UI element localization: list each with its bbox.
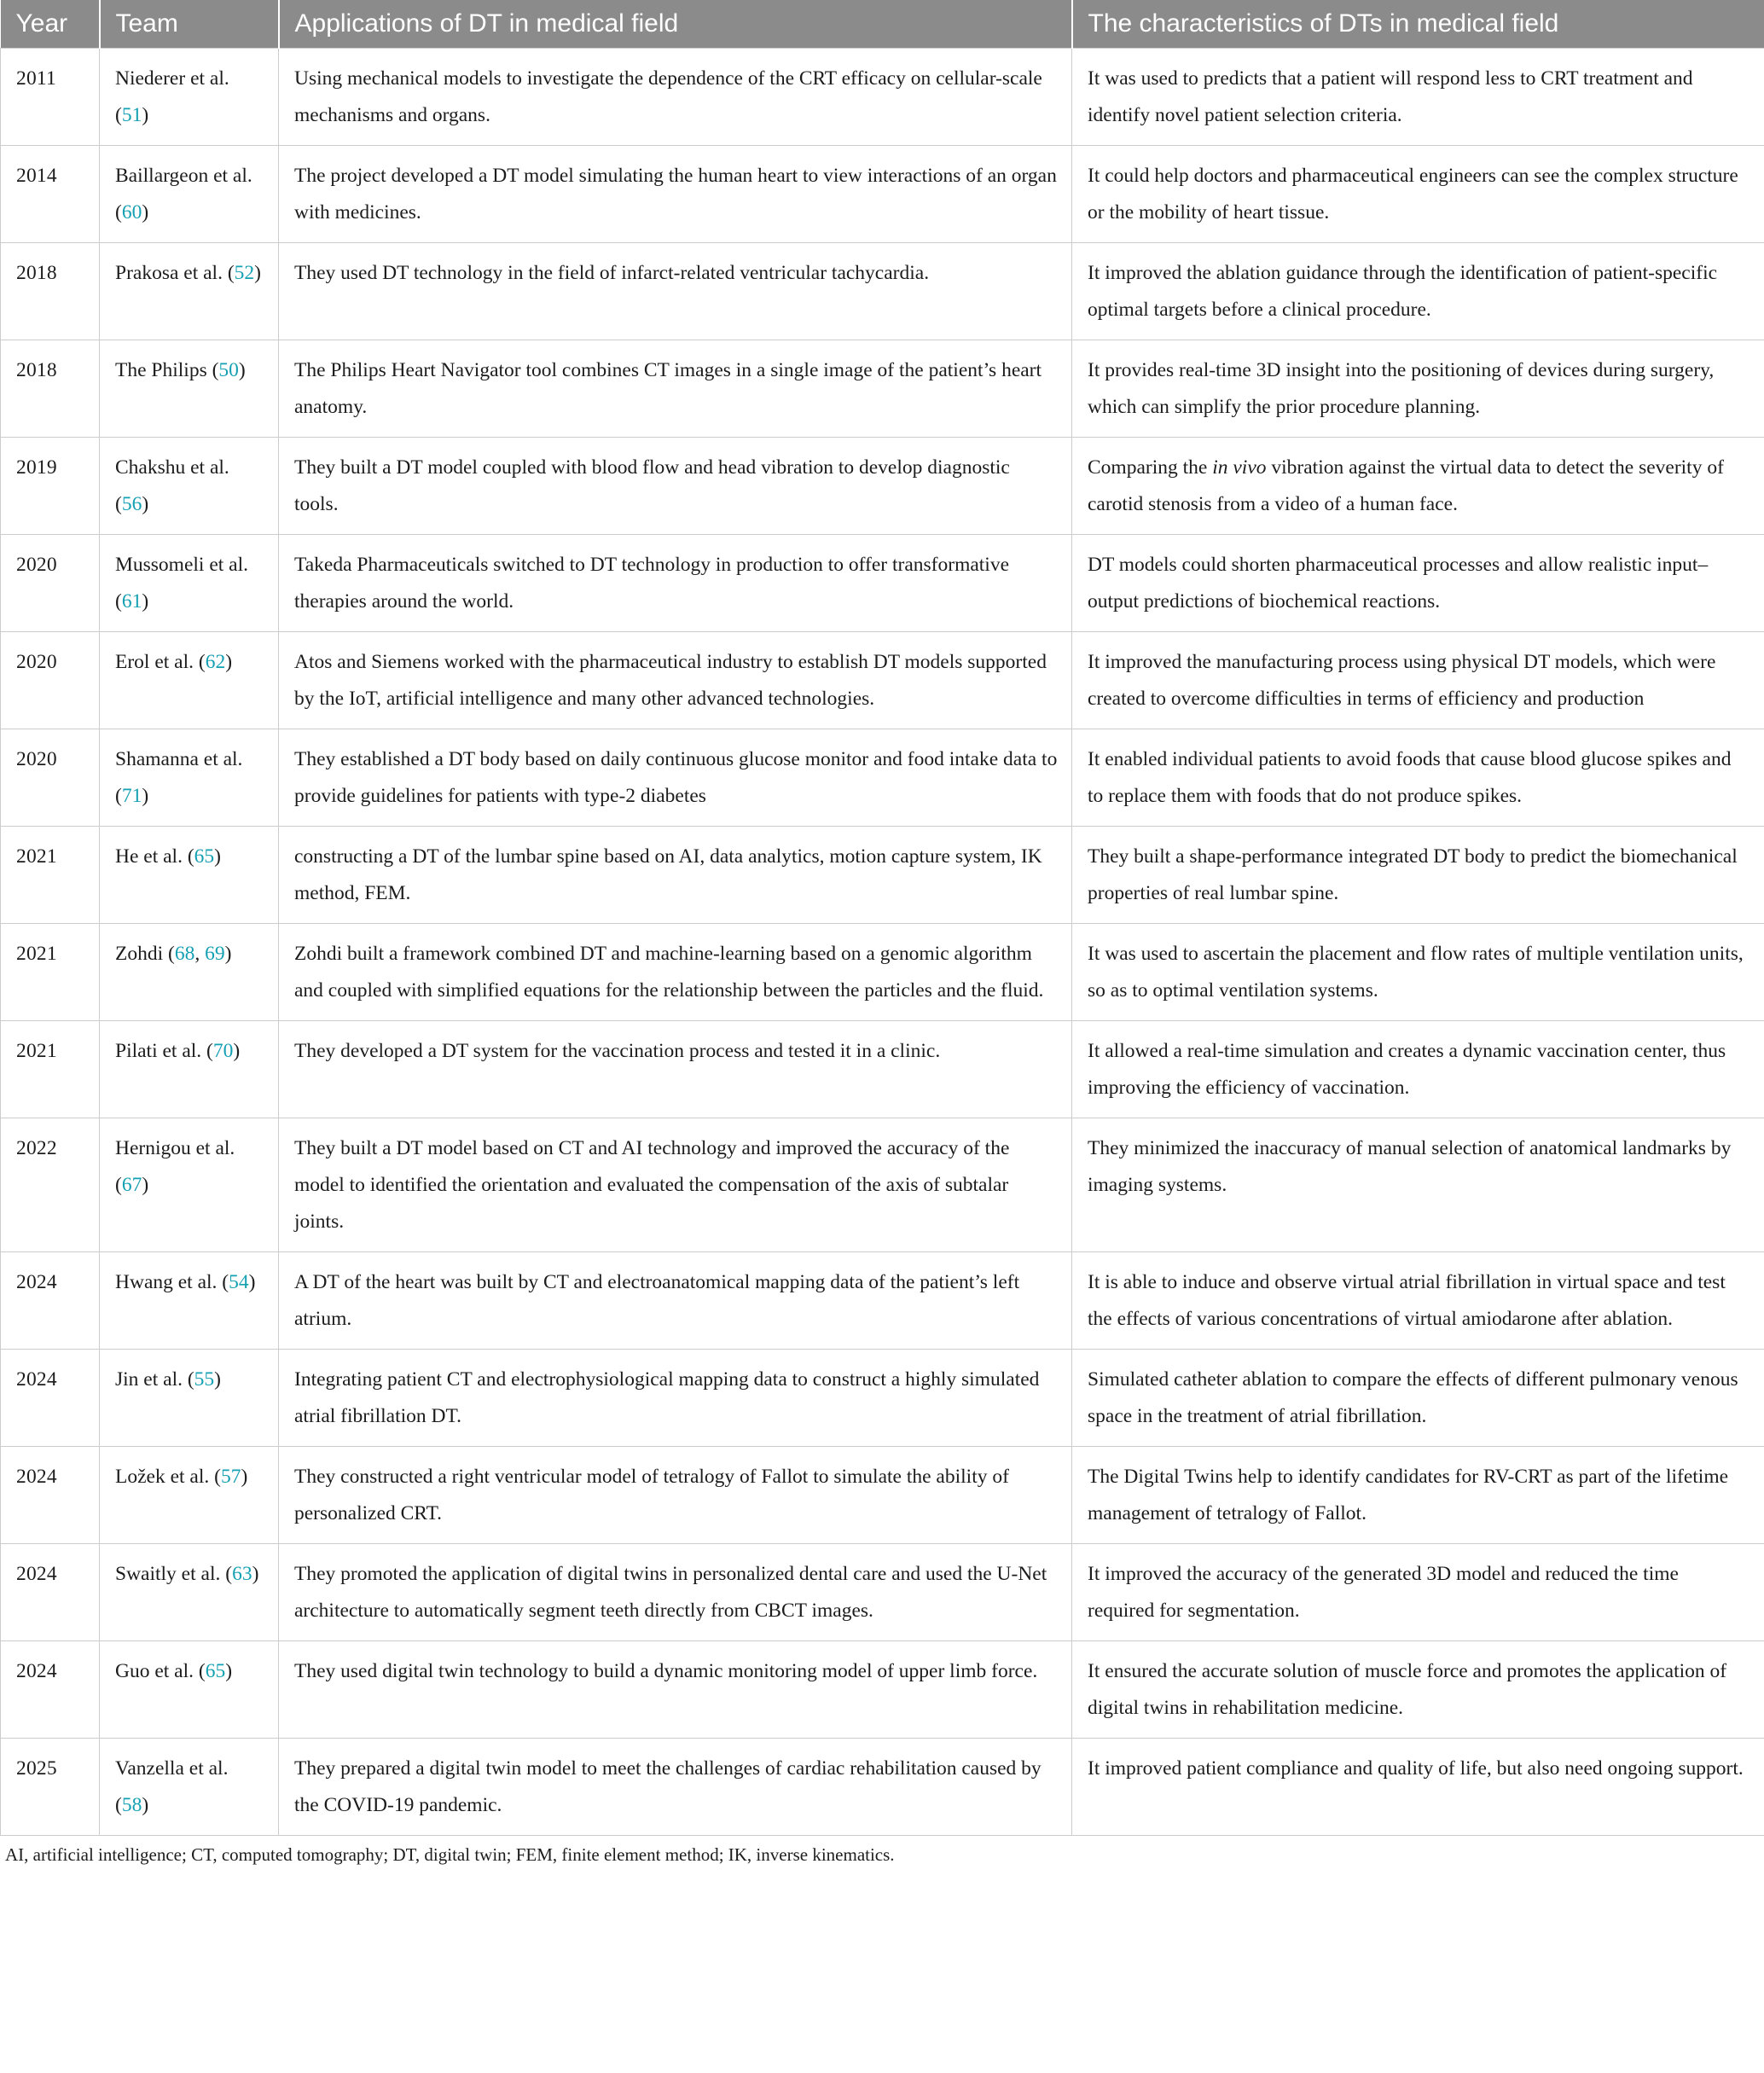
table-row bbox=[1, 535, 1764, 632]
citation-link[interactable]: 50 bbox=[218, 359, 239, 381]
application-cell: They built a DT model based on CT and AI technology and improved the accuracy of the model to identified the orientation and evaluated the compensation of the axis of subtalar joints. bbox=[279, 1118, 1072, 1252]
year-cell: 2024 bbox=[1, 1350, 100, 1447]
text-segment: Pilati et al. ( bbox=[115, 1040, 213, 1062]
characteristic-cell: DT models could shorten pharmaceutical processes and allow realistic input–output predictions of biochemical reactions. bbox=[1072, 535, 1764, 632]
table-row bbox=[1, 146, 1764, 243]
year-cell: 2021 bbox=[1, 924, 100, 1021]
table-row bbox=[1, 924, 1764, 1021]
characteristic-cell: It is able to induce and observe virtual atrial fibrillation in virtual space and test the effects of various concentrations of virtual amiodarone after ablation. bbox=[1072, 1252, 1764, 1350]
team-cell bbox=[100, 1641, 279, 1739]
year-cell: 2018 bbox=[1, 340, 100, 438]
text-segment: ) bbox=[142, 590, 149, 613]
application-cell: They established a DT body based on daily continuous glucose monitor and food intake data to provide guidelines for patients with type-2 diabetes bbox=[279, 729, 1072, 827]
characteristic-cell: Simulated catheter ablation to compare the effects of different pulmonary venous space in the treatment of atrial fibrillation. bbox=[1072, 1350, 1764, 1447]
citation-link[interactable]: 52 bbox=[234, 262, 255, 284]
text-segment: Hernigou et al. ( bbox=[115, 1137, 235, 1196]
text-segment: ) bbox=[142, 201, 149, 224]
team-cell bbox=[100, 243, 279, 340]
team-cell bbox=[100, 1739, 279, 1836]
citation-link[interactable]: 71 bbox=[121, 785, 142, 807]
application-cell: The project developed a DT model simulating the human heart to view interactions of an organ with medicines. bbox=[279, 146, 1072, 243]
characteristic-cell bbox=[1072, 438, 1764, 535]
year-cell: 2020 bbox=[1, 632, 100, 729]
citation-link[interactable]: 63 bbox=[232, 1563, 252, 1585]
table-row bbox=[1, 1350, 1764, 1447]
table-row bbox=[1, 729, 1764, 827]
application-cell: They used digital twin technology to build a dynamic monitoring model of upper limb force. bbox=[279, 1641, 1072, 1739]
team-cell bbox=[100, 1021, 279, 1118]
text-segment: ) bbox=[142, 104, 149, 126]
table-row bbox=[1, 1739, 1764, 1836]
citation-link[interactable]: 62 bbox=[205, 651, 226, 673]
team-cell bbox=[100, 340, 279, 438]
application-cell: The Philips Heart Navigator tool combines CT images in a single image of the patient’s heart anatomy. bbox=[279, 340, 1072, 438]
application-cell: Integrating patient CT and electrophysiological mapping data to construct a highly simulated atrial fibrillation DT. bbox=[279, 1350, 1072, 1447]
text-segment: ) bbox=[254, 262, 261, 284]
text-segment: Erol et al. ( bbox=[115, 651, 206, 673]
year-cell: 2014 bbox=[1, 146, 100, 243]
citation-link[interactable]: 55 bbox=[194, 1368, 215, 1391]
text-segment: in vivo bbox=[1212, 456, 1267, 479]
year-cell: 2020 bbox=[1, 535, 100, 632]
citation-link[interactable]: 69 bbox=[205, 943, 225, 965]
characteristic-cell: They minimized the inaccuracy of manual selection of anatomical landmarks by imaging systems. bbox=[1072, 1118, 1764, 1252]
characteristic-cell: It improved the manufacturing process using physical DT models, which were created to overcome difficulties in terms of efficiency and production bbox=[1072, 632, 1764, 729]
text-segment: Shamanna et al. ( bbox=[115, 748, 243, 807]
text-segment: Jin et al. ( bbox=[115, 1368, 194, 1391]
team-cell bbox=[100, 827, 279, 924]
table-footnote: AI, artificial intelligence; CT, computed tomography; DT, digital twin; FEM, finite element method; IK, inverse kinematics. bbox=[5, 1844, 895, 1865]
header-row bbox=[1, 0, 1764, 49]
citation-link[interactable]: 51 bbox=[121, 104, 142, 126]
citation-link[interactable]: 56 bbox=[121, 493, 142, 515]
year-cell: 2018 bbox=[1, 243, 100, 340]
team-cell bbox=[100, 924, 279, 1021]
column-header-team: Team bbox=[100, 0, 279, 49]
application-cell: A DT of the heart was built by CT and electroanatomical mapping data of the patient’s left atrium. bbox=[279, 1252, 1072, 1350]
text-segment: ) bbox=[214, 845, 221, 868]
text-segment: Hwang et al. ( bbox=[115, 1271, 229, 1293]
text-segment: ) bbox=[142, 785, 149, 807]
table-row bbox=[1, 438, 1764, 535]
team-cell bbox=[100, 1252, 279, 1350]
text-segment: ) bbox=[225, 1660, 233, 1682]
table-row bbox=[1, 827, 1764, 924]
application-cell: They prepared a digital twin model to meet the challenges of cardiac rehabilitation caused by the COVID-19 pandemic. bbox=[279, 1739, 1072, 1836]
team-cell bbox=[100, 729, 279, 827]
table-row bbox=[1, 1447, 1764, 1544]
text-segment: ) bbox=[241, 1466, 248, 1488]
table-row bbox=[1, 243, 1764, 340]
characteristic-cell: The Digital Twins help to identify candidates for RV-CRT as part of the lifetime management of tetralogy of Fallot. bbox=[1072, 1447, 1764, 1544]
text-segment: Swaitly et al. ( bbox=[115, 1563, 233, 1585]
characteristic-cell: It improved patient compliance and quality of life, but also need ongoing support. bbox=[1072, 1739, 1764, 1836]
year-cell: 2019 bbox=[1, 438, 100, 535]
table-row bbox=[1, 1252, 1764, 1350]
citation-link[interactable]: 54 bbox=[229, 1271, 249, 1293]
year-cell: 2011 bbox=[1, 49, 100, 146]
table-row bbox=[1, 1641, 1764, 1739]
characteristic-cell: They built a shape-performance integrated DT body to predict the biomechanical properties of real lumbar spine. bbox=[1072, 827, 1764, 924]
characteristic-cell: It could help doctors and pharmaceutical engineers can see the complex structure or the mobility of heart tissue. bbox=[1072, 146, 1764, 243]
team-cell bbox=[100, 632, 279, 729]
team-cell bbox=[100, 1544, 279, 1641]
team-cell bbox=[100, 1447, 279, 1544]
text-segment: Vanzella et al. ( bbox=[115, 1757, 229, 1816]
year-cell: 2024 bbox=[1, 1252, 100, 1350]
text-segment: Baillargeon et al. ( bbox=[115, 165, 252, 224]
text-segment: Zohdi ( bbox=[115, 943, 175, 965]
text-segment: He et al. ( bbox=[115, 845, 194, 868]
team-cell bbox=[100, 1118, 279, 1252]
text-segment: ) bbox=[225, 651, 233, 673]
citation-link[interactable]: 61 bbox=[121, 590, 142, 613]
text-segment: vibration against the virtual data to detect the severity of carotid stenosis from a video of a human face. bbox=[1088, 456, 1724, 515]
column-header-year: Year bbox=[1, 0, 100, 49]
text-segment: Prakosa et al. ( bbox=[115, 262, 235, 284]
year-cell: 2021 bbox=[1, 1021, 100, 1118]
year-cell: 2024 bbox=[1, 1447, 100, 1544]
application-cell: Atos and Siemens worked with the pharmaceutical industry to establish DT models supported by the IoT, artificial intelligence and many other advanced technologies. bbox=[279, 632, 1072, 729]
application-cell: constructing a DT of the lumbar spine based on AI, data analytics, motion capture system, IK method, FEM. bbox=[279, 827, 1072, 924]
text-segment: The Philips ( bbox=[115, 359, 219, 381]
table-row bbox=[1, 49, 1764, 146]
text-segment: ) bbox=[238, 359, 246, 381]
text-segment: ) bbox=[142, 1794, 149, 1816]
text-segment: , bbox=[194, 943, 206, 965]
characteristic-cell: It improved the ablation guidance through the identification of patient-specific optimal targets before a clinical procedure. bbox=[1072, 243, 1764, 340]
year-cell: 2021 bbox=[1, 827, 100, 924]
year-cell: 2022 bbox=[1, 1118, 100, 1252]
text-segment: ) bbox=[233, 1040, 241, 1062]
year-cell: 2024 bbox=[1, 1641, 100, 1739]
table-body bbox=[1, 49, 1764, 1836]
characteristic-cell: It enabled individual patients to avoid foods that cause blood glucose spikes and to replace them with foods that do not produce spikes. bbox=[1072, 729, 1764, 827]
text-segment: Niederer et al. ( bbox=[115, 67, 229, 126]
team-cell bbox=[100, 438, 279, 535]
text-segment: ) bbox=[214, 1368, 221, 1391]
characteristic-cell: It improved the accuracy of the generated 3D model and reduced the time required for segmentation. bbox=[1072, 1544, 1764, 1641]
application-cell: Zohdi built a framework combined DT and machine-learning based on a genomic algorithm and coupled with simplified equations for the relationship between the particles and the fluid. bbox=[279, 924, 1072, 1021]
citation-link[interactable]: 67 bbox=[121, 1174, 142, 1196]
text-segment: Chakshu et al. ( bbox=[115, 456, 229, 515]
year-cell: 2024 bbox=[1, 1544, 100, 1641]
table-row bbox=[1, 1021, 1764, 1118]
citation-link[interactable]: 65 bbox=[205, 1660, 226, 1682]
characteristic-cell: It was used to predicts that a patient will respond less to CRT treatment and identify novel patient selection criteria. bbox=[1072, 49, 1764, 146]
citation-link[interactable]: 68 bbox=[174, 943, 195, 965]
application-cell: Takeda Pharmaceuticals switched to DT technology in production to offer transformative therapies around the world. bbox=[279, 535, 1072, 632]
application-cell: Using mechanical models to investigate the dependence of the CRT efficacy on cellular-scale mechanisms and organs. bbox=[279, 49, 1072, 146]
table-row bbox=[1, 340, 1764, 438]
application-cell: They built a DT model coupled with blood flow and head vibration to develop diagnostic tools. bbox=[279, 438, 1072, 535]
column-header-applications: Applications of DT in medical field bbox=[279, 0, 1072, 49]
application-cell: They constructed a right ventricular model of tetralogy of Fallot to simulate the ability of personalized CRT. bbox=[279, 1447, 1072, 1544]
citation-link[interactable]: 58 bbox=[121, 1794, 142, 1816]
characteristic-cell: It allowed a real-time simulation and creates a dynamic vaccination center, thus improving the efficiency of vaccination. bbox=[1072, 1021, 1764, 1118]
text-segment: Guo et al. ( bbox=[115, 1660, 206, 1682]
team-cell bbox=[100, 146, 279, 243]
application-cell: They used DT technology in the field of infarct-related ventricular tachycardia. bbox=[279, 243, 1072, 340]
text-segment: ) bbox=[142, 1174, 149, 1196]
column-header-characteristics: The characteristics of DTs in medical field bbox=[1072, 0, 1764, 49]
team-cell bbox=[100, 1350, 279, 1447]
year-cell: 2025 bbox=[1, 1739, 100, 1836]
table-row bbox=[1, 632, 1764, 729]
text-segment: ) bbox=[252, 1563, 259, 1585]
table-header bbox=[1, 0, 1764, 49]
application-cell: They developed a DT system for the vaccination process and tested it in a clinic. bbox=[279, 1021, 1072, 1118]
characteristic-cell: It was used to ascertain the placement and flow rates of multiple ventilation units, so as to optimal ventilation systems. bbox=[1072, 924, 1764, 1021]
table-row bbox=[1, 1118, 1764, 1252]
citation-link[interactable]: 65 bbox=[194, 845, 215, 868]
team-cell bbox=[100, 49, 279, 146]
team-cell bbox=[100, 535, 279, 632]
citation-link[interactable]: 57 bbox=[220, 1466, 241, 1488]
text-segment: Comparing the bbox=[1088, 456, 1213, 479]
citation-link[interactable]: 70 bbox=[212, 1040, 234, 1062]
characteristic-cell: It ensured the accurate solution of muscle force and promotes the application of digital twins in rehabilitation medicine. bbox=[1072, 1641, 1764, 1739]
text-segment: ) bbox=[248, 1271, 256, 1293]
year-cell: 2020 bbox=[1, 729, 100, 827]
text-segment: ) bbox=[224, 943, 232, 965]
citation-link[interactable]: 60 bbox=[121, 201, 142, 224]
text-segment: Mussomeli et al. ( bbox=[115, 554, 248, 613]
table-row bbox=[1, 1544, 1764, 1641]
text-segment: Ložek et al. ( bbox=[115, 1466, 221, 1488]
application-cell: They promoted the application of digital twins in personalized dental care and used the U-Net architecture to automatically segment teeth directly from CBCT images. bbox=[279, 1544, 1072, 1641]
characteristic-cell: It provides real-time 3D insight into the positioning of devices during surgery, which can simplify the prior procedure planning. bbox=[1072, 340, 1764, 438]
text-segment: ) bbox=[142, 493, 149, 515]
